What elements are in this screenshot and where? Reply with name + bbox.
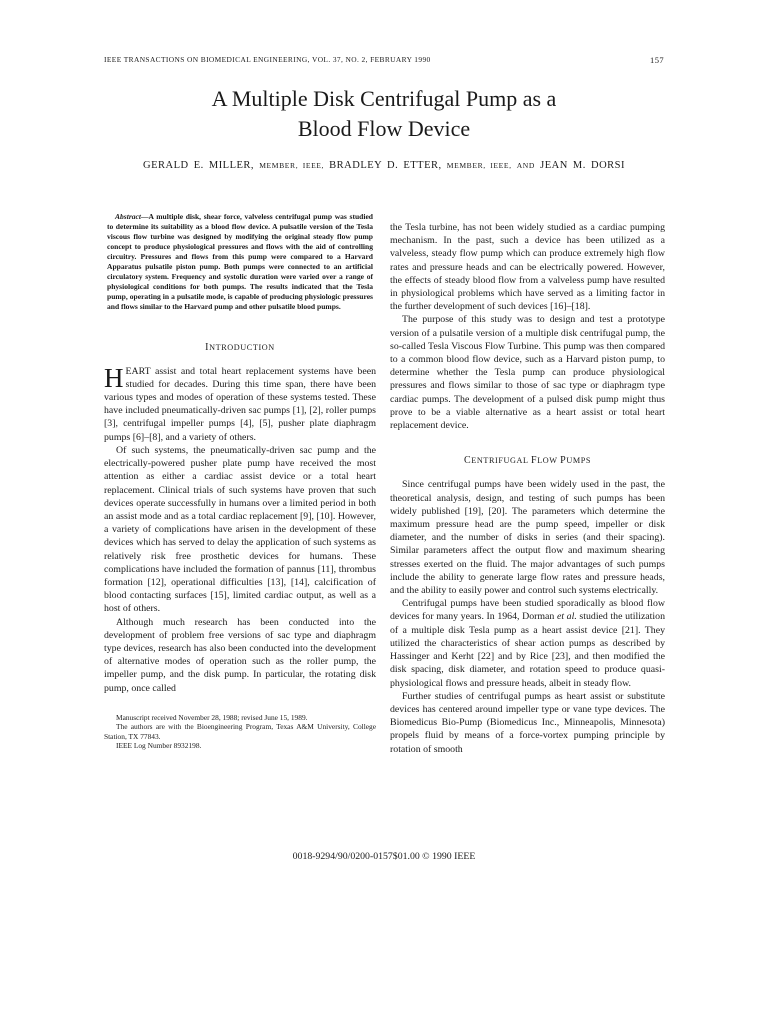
title-line-2: Blood Flow Device [297,116,471,141]
footnote-log-number: IEEE Log Number 8932198. [116,741,202,751]
author-line [0,160,768,171]
right-column [390,221,665,756]
section-heading-introduction: INTRODUCTION [205,342,275,354]
running-header [104,55,664,67]
right-paragraph-3: Since centrifugal pumps have been widely used in the past, the theoretical analysis, design, and testing of such pumps has been widely published [19], [20]. The parameters which determine the maximum pressure head are the pump speed, impeller or disk diameter, and the number of disks in series (and their spacing). Similar parameters affect the output flow and maximum shearing stresses exerted on the fluid. The major advantages of such pumps include the ability to generate large flow rates and pressure heads, and the ability to easily power and control such systems electrically. [390,479,665,597]
author-2: BRADLEY D. ETTER, [329,160,442,171]
author-1: GERALD E. MILLER, [142,160,255,171]
left-column [104,212,376,751]
section-heading-centrifugal-flow-pumps: CENTRIFUGAL FLOW PUMPS [463,455,592,467]
page-number: 157 [650,55,664,65]
drop-cap: H [104,362,124,393]
right-paragraph-4: Centrifugal pumps have been studied sporadically as blood flow devices for many years. In 1964, Dorman et al. studied the utilization of a multiple disk Tesla pump as a heart assist device [21]. They utilized the characteristics of shear action pumps as described by Hassinger and Kerht [22] and by Rice [23], and then modified the disk spacing, disk diameter, and rotation speed to produce quasi-physiological flows and pressure heads, albeit in steady flow. [390,598,665,689]
abstract-text: —A multiple disk, shear force, valveless centrifugal pump was studied to determine its suitability as a blood flow device. A pulsatile version of the Tesla viscous flow turbine was designed by modifying the original steady flow pump concept to produce physiological pressures and flows with the aid of controlling circuitry. Pressures and flows from this pump were compared to a Harvard Apparatus pulsatile piston pump. Both pumps were connected to an artificial circulatory system. Frequency and systolic duration were varied over a range of physiological conditions for both pumps. The results indicated that the Tesla pump, operating in a pulsatile mode, is capable of producing physiologic pressures and flows similar to the Harvard pump and other pulsatile blood pumps. [107,212,373,312]
intro-paragraph-1: HEART assist and total heart replacement systems have been studied for decades. During this time span, there have been various types and modes of operation of these systems tested. These have included pneumatically-driven sac pumps [1], [2], roller pumps [3], centrifugal impeller pumps [4], [5], pusher plate diaphragm pumps [6]–[8], and a variety of others. [104,362,376,443]
abstract [104,212,376,312]
paper-title [0,84,768,144]
author-1-membership: MEMBER, IEEE, [259,161,325,170]
copyright-line: 0018-9294/90/0200-0157$01.00 © 1990 IEEE [292,851,476,862]
title-line-1: A Multiple Disk Centrifugal Pump as a [211,86,557,111]
footnote [104,713,376,751]
right-paragraph-2: The purpose of this study was to design and test a prototype version of a pulsatile version of a multiple disk centrifugal pump, the so-called Tesla Viscous Flow Turbine. This pump was then compared to a common blood flow device, such as a Harvard piston pump, to determine whether the Tesla pump can produce physiological pressures and flows similar to those of sac type or diaphragm type cardiac pumps. The development of a pulsed disk pump might thus prove to be a viable alternative as a heart assist or total heart replacement device. [390,314,665,432]
abstract-label: Abstract [115,212,141,221]
journal-header: IEEE TRANSACTIONS ON BIOMEDICAL ENGINEERING, VOL. 37, NO. 2, FEBRUARY 1990 [104,55,431,64]
right-paragraph-1: the Tesla turbine, has not been widely studied as a cardiac pumping mechanism. In the past, such a device has been utilized as a valveless, steady flow pump which can produce extremely high flow rates and pressure heads and can be electrically powered. However, the effects of steady blood flow from a valveless pump have resulted in physiological problems which have served as a limiting factor in the further development of such devices [16]–[18]. [390,222,665,313]
intro-paragraph-3: Although much research has been conducted into the development of problem free versions of sac type and diaphragm type devices, research has also been conducted into the development of alternative modes of operation such as the roller pump, the impeller pump, and the disk pump. In particular, the rotating disk pump, once called [104,616,376,694]
author-3: JEAN M. DORSI [540,160,625,171]
footnote-manuscript: Manuscript received November 28, 1988; revised June 15, 1989. [116,712,308,722]
right-paragraph-5: Further studies of centrifugal pumps as heart assist or substitute devices has centered around impeller type or vane type devices. The Biomedicus Bio-Pump (Biomedicus Inc., Minneapolis, Minnesota) propels fluid by means of a force-vortex pumping principle by rotation of smooth [390,690,665,755]
author-2-membership: MEMBER, IEEE, [446,161,512,170]
author-and: AND [516,161,535,170]
footnote-affiliation: The authors are with the Bioengineering Program, Texas A&M University, College Station, TX 77843. [104,722,376,741]
intro-paragraph-2: Of such systems, the pneumatically-driven sac pump and the electrically-powered pusher plate pump have received the most attention as either a cardiac assist device or a total heart replacement. Clinical trials of such systems have proven that such devices operate successfully in humans over a limited period in both an assist mode and as a total cardiac replacement [9], [10]. However, a variety of complications have arisen in the development of these devices which has served to delay the application of such systems as relatively risk free prosthetic devices for humans. These complications have included the formation of pannus [11], thrombus formation [12], operational difficulties [13], [14], calcification of blood contacting surfaces [15], limited cardiac output, as well as a host of others. [104,444,376,615]
